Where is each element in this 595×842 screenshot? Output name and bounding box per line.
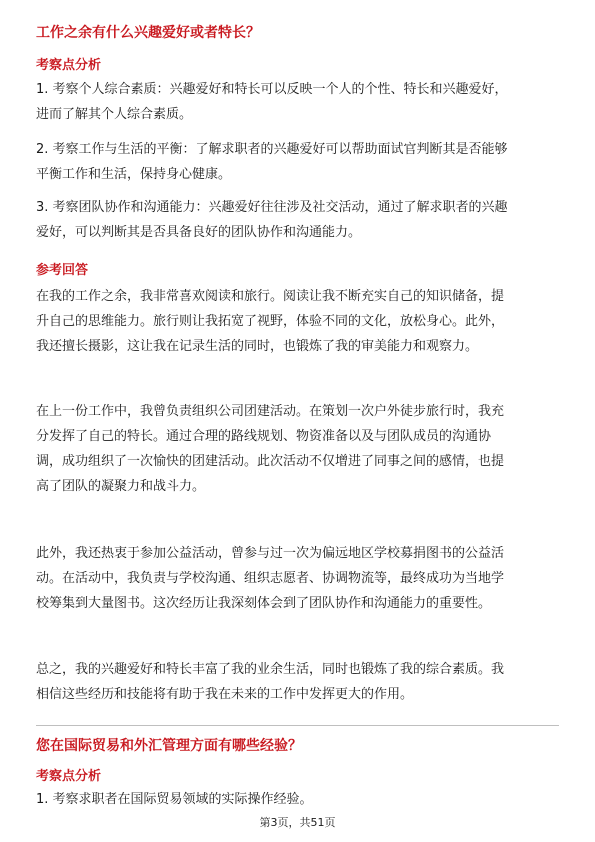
answer-paragraph <box>36 657 561 707</box>
analysis-point <box>36 77 561 127</box>
question-title: 工作之余有什么兴趣爱好或者特长？ <box>36 25 260 41</box>
text-line: 1. 考察求职者在国际贸易领域的实际操作经验。 <box>36 792 313 807</box>
page-number: 第3页，共51页 <box>259 816 336 829</box>
text-line: 在我的工作之余，我非常喜欢阅读和旅行。阅读让我不断充实自己的知识储备，提 <box>36 289 505 304</box>
text-line: 2. 考察工作与生活的平衡：了解求职者的兴趣爱好可以帮助面试官判断其是否能够 <box>36 142 508 157</box>
text-line: 爱好，可以判断其是否具备良好的团队协作和沟通能力。 <box>36 225 362 240</box>
text-line: 高了团队的凝聚力和战斗力。 <box>36 479 206 494</box>
answer-paragraph <box>36 284 561 359</box>
answer-paragraph <box>36 399 561 499</box>
analysis-heading: 考察点分析 <box>36 769 102 784</box>
text-line: 1. 考察个人综合素质：兴趣爱好和特长可以反映一个人的个性、特长和兴趣爱好， <box>36 82 508 97</box>
analysis-point <box>36 137 561 187</box>
text-line: 此外，我还热衷于参加公益活动，曾参与过一次为偏远地区学校募捐图书的公益活 <box>36 546 505 561</box>
analysis-heading: 考察点分析 <box>36 58 102 73</box>
answer-paragraph <box>36 541 561 616</box>
section-divider <box>36 725 559 726</box>
analysis-point <box>36 195 561 245</box>
text-line: 相信这些经历和技能将有助于我在未来的工作中发挥更大的作用。 <box>36 687 414 702</box>
text-line: 3. 考察团队协作和沟通能力：兴趣爱好往往涉及社交活动，通过了解求职者的兴趣 <box>36 200 508 215</box>
question-title: 您在国际贸易和外汇管理方面有哪些经验？ <box>36 738 302 754</box>
text-line: 进而了解其个人综合素质。 <box>36 107 193 122</box>
text-line: 调，成功组织了一次愉快的团建活动。此次活动不仅增进了同事之间的感情，也提 <box>36 454 505 469</box>
text-line: 校筹集到大量图书。这次经历让我深刻体会到了团队协作和沟通能力的重要性。 <box>36 596 492 611</box>
analysis-point <box>36 787 561 812</box>
answer-heading: 参考回答 <box>36 263 89 278</box>
text-line: 我还擅长摄影，这让我在记录生活的同时，也锻炼了我的审美能力和观察力。 <box>36 339 479 354</box>
text-line: 动。在活动中，我负责与学校沟通、组织志愿者、协调物流等，最终成功为当地学 <box>36 571 505 586</box>
text-line: 总之，我的兴趣爱好和特长丰富了我的业余生活，同时也锻炼了我的综合素质。我 <box>36 662 505 677</box>
text-line: 在上一份工作中，我曾负责组织公司团建活动。在策划一次户外徒步旅行时，我充 <box>36 404 505 419</box>
text-line: 升自己的思维能力。旅行则让我拓宽了视野，体验不同的文化，放松身心。此外， <box>36 314 505 329</box>
text-line: 平衡工作和生活，保持身心健康。 <box>36 167 232 182</box>
text-line: 分发挥了自己的特长。通过合理的路线规划、物资准备以及与团队成员的沟通协 <box>36 429 492 444</box>
